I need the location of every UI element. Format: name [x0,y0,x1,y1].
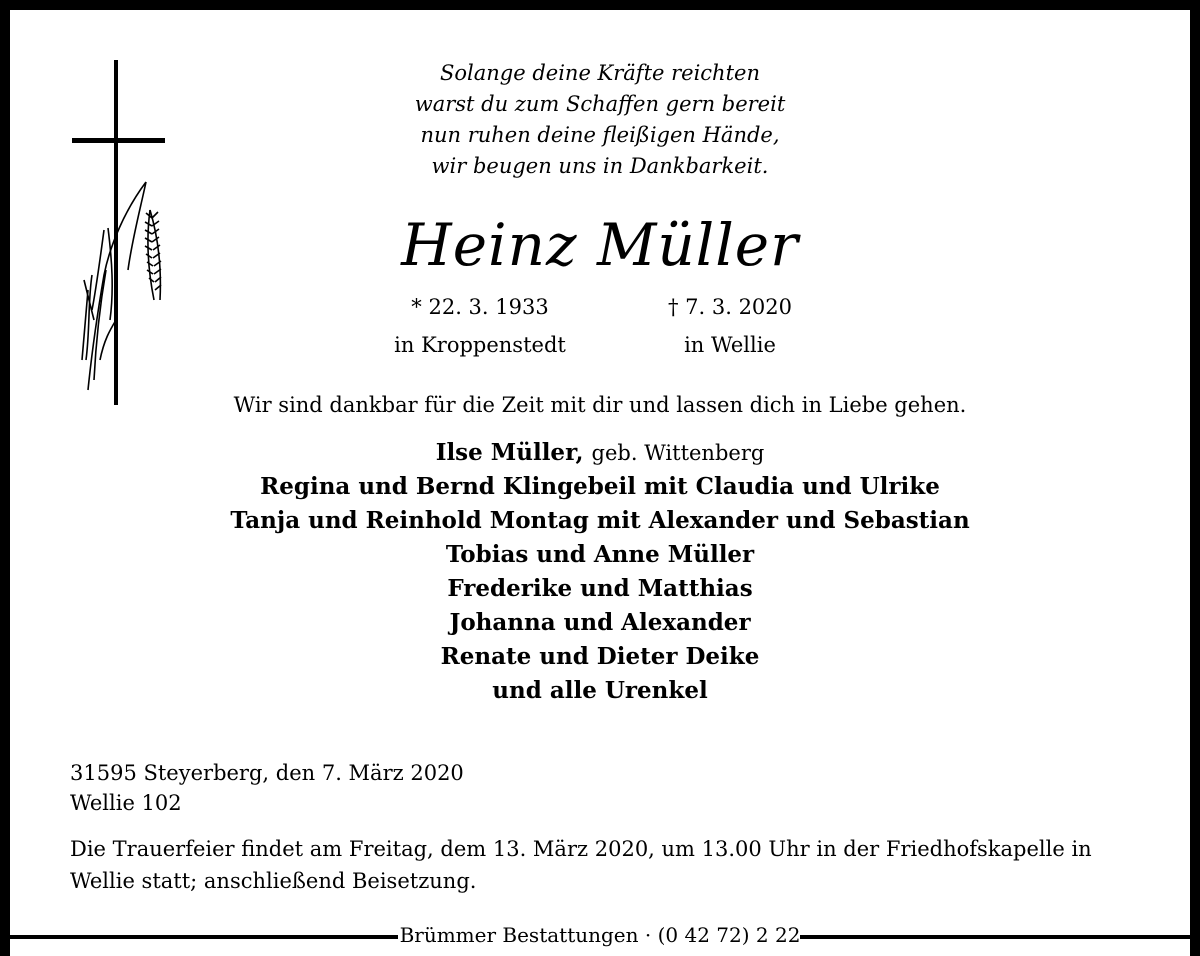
poem-line: Solange deine Kräfte reichten [440,61,760,85]
address-line: 31595 Steyerberg, den 7. März 2020 [70,761,464,785]
death-date: † 7. 3. 2020 [667,295,793,319]
cross-icon [72,60,165,405]
family-line: Frederike und Matthias [447,575,753,602]
birth-date: * 22. 3. 1933 [411,295,549,319]
deceased-name: Heinz Müller [401,211,799,279]
address-line: Wellie 102 [70,791,182,815]
family-line: Tobias und Anne Müller [445,541,755,568]
widow-name: Ilse Müller, [435,439,584,466]
family-line-widow [150,436,1050,470]
family-line: Tanja und Reinhold Montag mit Alexander und Sebastian [230,507,970,534]
family-line: Renate und Dieter Deike [440,643,760,670]
family-list [150,436,1050,708]
thanks-text: Wir sind dankbar für die Zeit mit dir und lassen dich in Liebe gehen. [233,393,967,417]
cross-with-wheat-emblem [70,60,180,410]
family-line: und alle Urenkel [492,677,708,704]
widow-maiden-name: geb. Wittenberg [591,441,765,465]
death-info [620,288,840,364]
address-block [70,758,464,818]
ceremony-notice: Die Trauerfeier findet am Freitag, dem 13. März 2020, um 13.00 Uhr in der Friedhofskapelle in Wellie statt; anschließend Beisetzung. [70,837,1092,893]
birth-place: in Kroppenstedt [394,333,566,357]
poem-line: nun ruhen deine fleißigen Hände, [420,123,780,147]
poem-line: warst du zum Schaffen gern bereit [414,92,786,116]
wheat-ear-icon [82,182,161,390]
family-line: Johanna und Alexander [449,609,751,636]
death-place: in Wellie [684,333,776,357]
funeral-home-footer: Brümmer Bestattungen · (0 42 72) 2 22 [399,923,801,947]
birth-info [360,288,600,364]
family-line: Regina und Bernd Klingebeil mit Claudia und Ulrike [260,473,940,500]
poem [300,58,900,182]
poem-line: wir beugen uns in Dankbarkeit. [431,154,769,178]
